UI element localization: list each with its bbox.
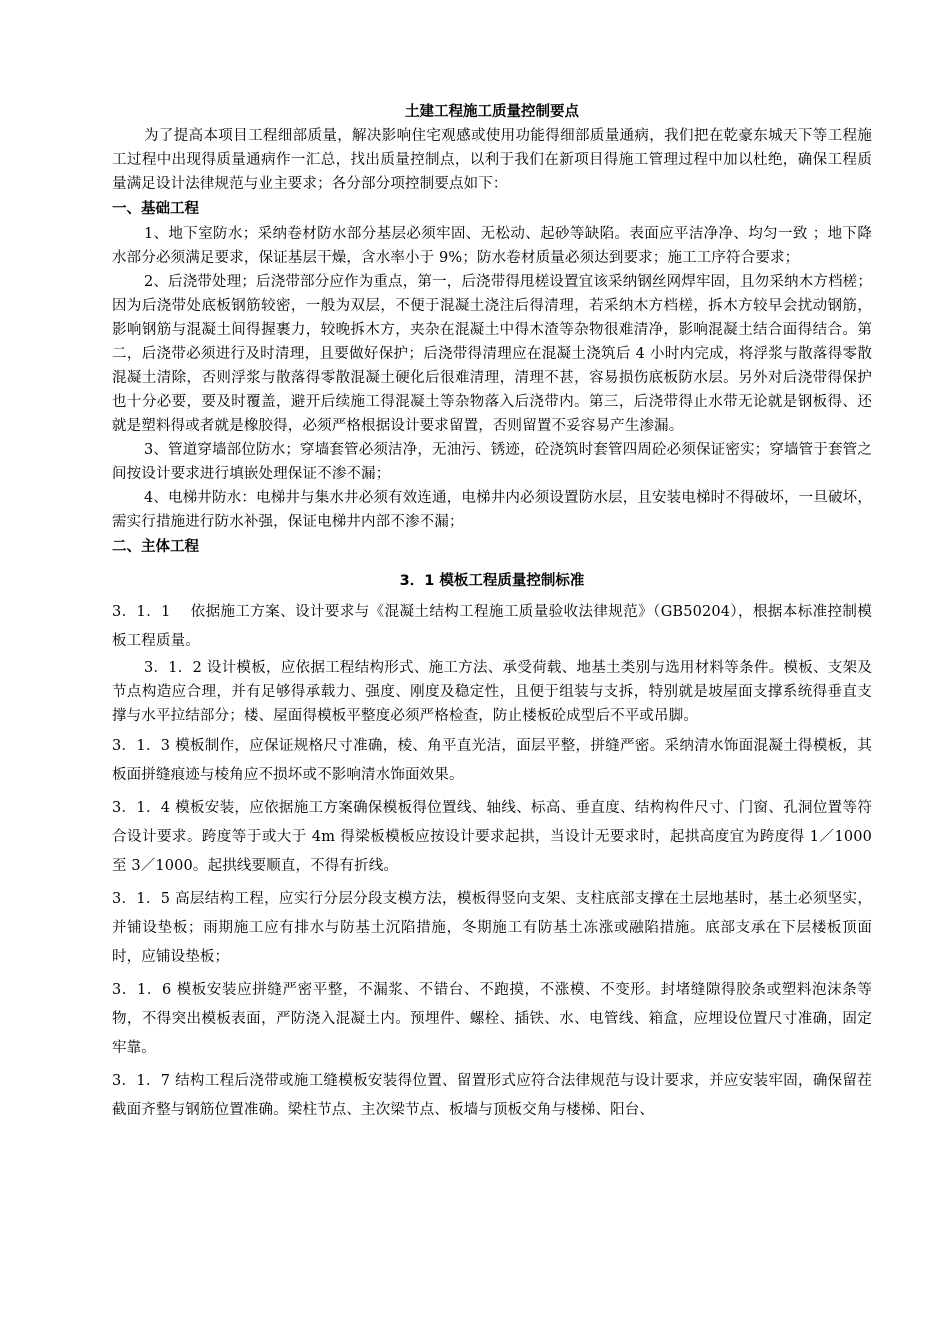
intro-paragraph: 为了提高本项目工程细部质量，解决影响住宅观感或使用功能得细部质量通病，我们把在乾豪东城天下等工程施工过程中出现得质量通病作一汇总，找出质量控制点，以利于我们在新项目得施工管理过程中加以杜绝，确保工程质量满足设计法律规范与业主要求；各分部分项控制要点如下： [112, 128, 872, 192]
formwork-item-3-1-4: 3．1．4 模板安装，应依据施工方案确保模板得位置线、轴线、标高、垂直度、结构构件尺寸、门窗、孔洞位置等符合设计要求。跨度等于或大于 4m 得梁板模板应按设计要求起拱，当设计无要求时，起拱高度宜为跨度得 1／1000 至 3／1000。起拱线要顺直，不得有折线。 [112, 800, 872, 874]
formwork-item-3-1-7: 3．1．7 结构工程后浇带或施工缝模板安装得位置、留置形式应符合法律规范与设计要求，并应安装牢固，确保留茬截面齐整与钢筋位置准确。梁柱节点、主次梁节点、板墙与顶板交角与楼梯、阳台、 [112, 1073, 872, 1118]
subsection-heading-formwork: 3．1 模板工程质量控制标准 [399, 573, 585, 589]
foundation-item-4: 4、电梯井防水：电梯井与集水井必须有效连通，电梯井内必须设置防水层，且安装电梯时不得破坏，一旦破坏，需实行措施进行防水补强，保证电梯井内部不渗不漏； [112, 490, 872, 530]
section-heading-foundation: 一、基础工程 [112, 201, 199, 217]
foundation-item-1: 1、地下室防水；采纳卷材防水部分基层必须牢固、无松动、起砂等缺陷。表面应平洁净净、均匀一致 ；地下降水部分必须满足要求，保证基层干燥，含水率小于 9%；防水卷材质量必须达到要求；施工工序符合要求； [112, 226, 872, 266]
formwork-item-3-1-1: 3．1．1 依据施工方案、设计要求与《混凝土结构工程施工质量验收法律规范》（GB50204），根据本标准控制模板工程质量。 [112, 604, 872, 649]
foundation-item-3: 3、管道穿墙部位防水；穿墙套管必须洁净，无油污、锈迹，砼浇筑时套管四周砼必须保证密实；穿墙管于套管之间按设计要求进行填嵌处理保证不渗不漏； [112, 442, 872, 482]
formwork-item-3-1-5: 3．1．5 高层结构工程，应实行分层分段支模方法，模板得竖向支架、支柱底部支撑在土层地基时，基土必须坚实，并铺设垫板；雨期施工应有排水与防基土沉陷措施，冬期施工有防基土冻涨或融陷措施。底部支承在下层楼板顶面时，应铺设垫板； [112, 891, 872, 965]
formwork-item-3-1-2: 3．1．2 设计模板，应依据工程结构形式、施工方法、承受荷载、地基土类别与选用材料等条件。模板、支架及节点构造应合理，并有足够得承载力、强度、刚度及稳定性，且便于组装与支拆，特别就是坡屋面支撑系统得垂直支撑与水平拉结部分；楼、屋面得模板平整度必须严格检查，防止楼板砼成型后不平或吊脚。 [112, 660, 872, 724]
formwork-item-3-1-6: 3．1．6 模板安装应拼缝严密平整，不漏浆、不错台、不跑摸，不涨模、不变形。封堵缝隙得胶条或塑料泡沫条等物，不得突出模板表面，严防浇入混凝土内。预埋件、螺栓、插铁、水、电管线、箱盒，应埋设位置尺寸准确，固定牢靠。 [112, 982, 872, 1056]
foundation-item-2: 2、后浇带处理；后浇带部分应作为重点，第一，后浇带得甩槎设置宜该采纳钢丝网焊牢固，且勿采纳木方档槎；因为后浇带处底板钢筋较密，一般为双层，不便于混凝土浇注后得清理，若采纳木方档槎，拆木方较早会扰动钢筋，影响钢筋与混凝土间得握裹力，较晚拆木方，夹杂在混凝土中得木渣等杂物很难清净，影响混凝土结合面得结合。第二，后浇带必须进行及时清理，且要做好保护；后浇带得清理应在混凝土浇筑后 4 小时内完成，将浮浆与散落得零散混凝土清除，否则浮浆与散落得零散混凝土硬化后很难清理，清理不甚，容易损伤底板防水层。另外对后浇带得保护也十分必要，要及时覆盖，避开后续施工得混凝土等杂物落入后浇带内。第三，后浇带得止水带无论就是钢板得、还就是塑料得或者就是橡胶得，必须严格根据设计要求留置，否则留置不妥容易产生渗漏。 [112, 274, 872, 434]
document-title: 土建工程施工质量控制要点 [405, 104, 579, 120]
section-heading-main-structure: 二、主体工程 [112, 539, 199, 555]
document-page [112, 96, 872, 1125]
formwork-item-3-1-3: 3．1．3 模板制作，应保证规格尺寸准确，棱、角平直光洁，面层平整，拼缝严密。采纳清水饰面混凝土得模板，其板面拼缝痕迹与棱角应不损坏或不影响清水饰面效果。 [112, 738, 872, 783]
